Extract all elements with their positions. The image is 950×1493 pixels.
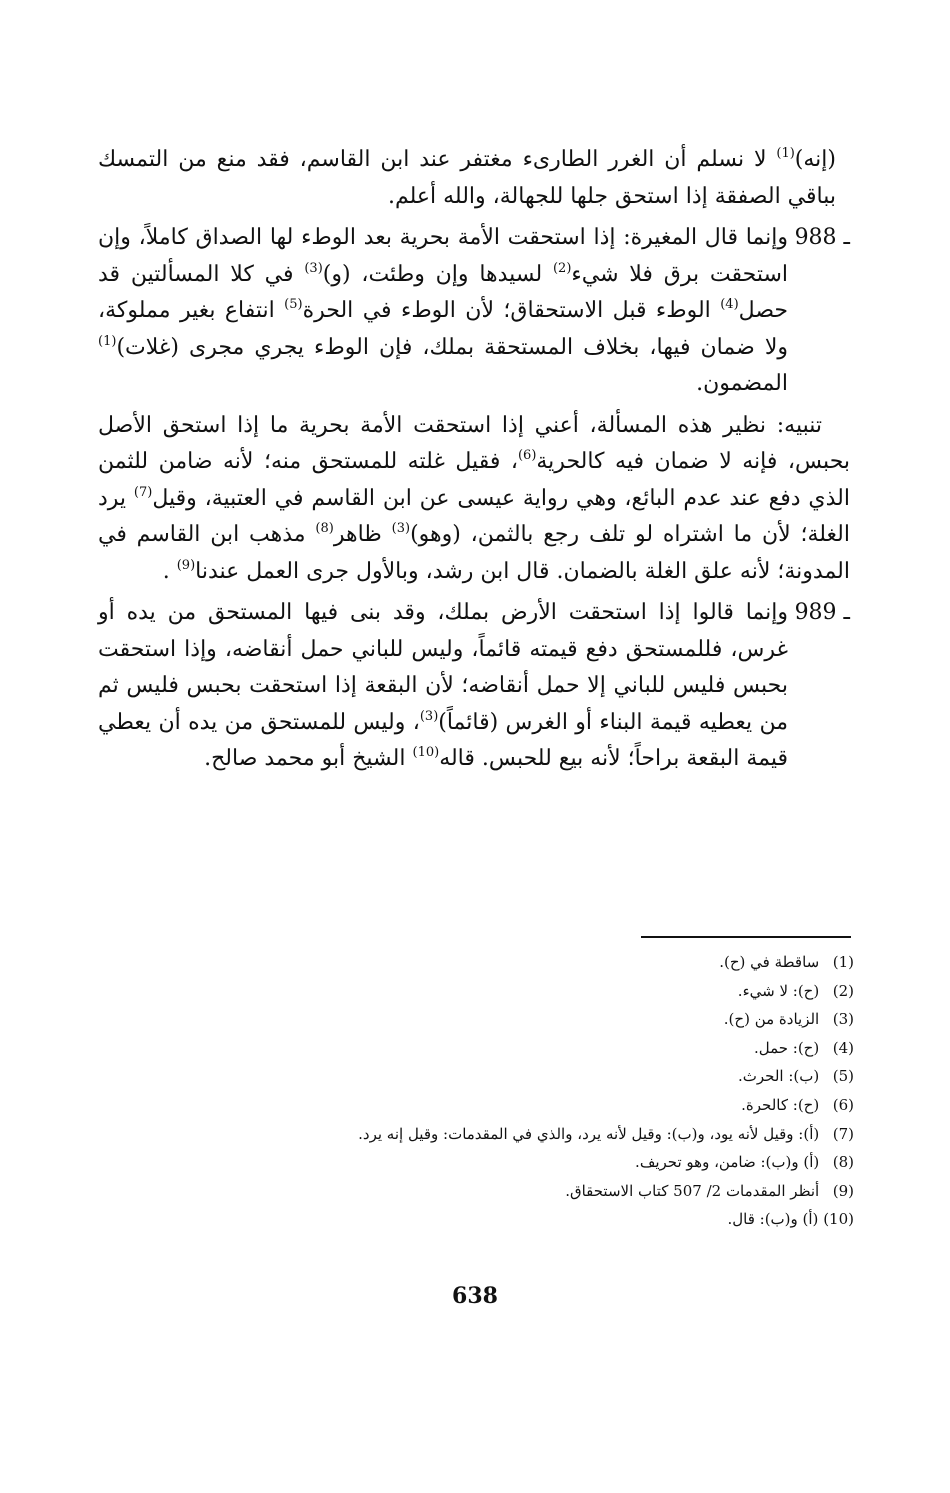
footnote-text: (أ) و(ب): ضامن، وهو تحريف. bbox=[635, 1153, 824, 1172]
footnote-number: (3) bbox=[832, 1010, 854, 1029]
footnote-ref: (8) bbox=[315, 521, 334, 536]
text-run: مذهب ابن القاسم في المدونة؛ لأنه علق الغلة بالضمان. قال ابن رشد، وبالأول جرى العمل عندنا bbox=[98, 522, 850, 584]
footnote-ref: (3) bbox=[419, 708, 439, 724]
footnote-item bbox=[174, 948, 854, 977]
paragraph-text bbox=[98, 600, 788, 771]
footnote-item bbox=[174, 1091, 854, 1120]
text-run: (إنه) bbox=[794, 147, 836, 172]
paragraph-number: 989 ـ bbox=[794, 600, 850, 625]
footnote-ref: (6) bbox=[517, 448, 537, 463]
footnote-text: (ب): الحرث. bbox=[737, 1067, 824, 1086]
text-run: لا نسلم أن الغرر الطارىء مغتفر عند ابن القاسم، فقد منع من التمسك بباقي الصفقة إذا استحق جلها للجهالة، والله أعلم. bbox=[98, 147, 836, 209]
text-run: وإنما قال المغيرة: إذا استحقت الأمة بحرية بعد الوطء لها الصداق كاملاً، وإن استحقت برق فلا شيء bbox=[98, 225, 789, 287]
footnote-ref: (9) bbox=[176, 557, 196, 573]
page-number: 638 bbox=[452, 1283, 498, 1309]
footnote-ref: (10) bbox=[412, 745, 440, 760]
footnote-item bbox=[174, 977, 854, 1006]
paragraph-text bbox=[98, 225, 788, 396]
paragraph-number: 988 ـ bbox=[794, 225, 850, 250]
footnote-number: (9) bbox=[832, 1181, 854, 1200]
text-run: ، فقيل غلته للمستحق منه؛ لأنه ضامن للثمن الذي دفع عند عدم البائع، وهي رواية عيسى عن ابن القاسم في العتبية، وقيل bbox=[98, 449, 850, 511]
footnote-ref: (3) bbox=[391, 521, 411, 536]
footnote-ref: (7) bbox=[133, 484, 153, 500]
footnote-item bbox=[174, 1148, 854, 1177]
footnote-text: الزيادة من (ح). bbox=[723, 1010, 824, 1029]
footnote-text: أنظر المقدمات 2/ 507 كتاب الاستحقاق. bbox=[565, 1181, 824, 1200]
footnote-text: (أ) و(ب): قال. bbox=[727, 1210, 824, 1229]
footnote-ref: (1) bbox=[776, 146, 795, 161]
footnote-ref: (5) bbox=[284, 297, 303, 312]
text-run: في كلا المسألتين قد حصل bbox=[98, 261, 788, 323]
footnote-text: (ح): لا شيء. bbox=[737, 981, 824, 1000]
footnote-item bbox=[174, 1205, 854, 1234]
footnote-item bbox=[174, 1062, 854, 1091]
text-run: انتفاع بغير مملوكة، ولا ضمان فيها، بخلاف المستحقة بملك، فإن الوطء يجري مجرى (غلات) bbox=[98, 298, 788, 360]
footnote-ref: (1) bbox=[98, 333, 117, 349]
text-run: الوطء قبل الاستحقاق؛ لأن الوطء في الحرة bbox=[302, 298, 721, 323]
footnote-text: (أ): وقيل لأنه يود، و(ب): وقيل لأنه يرد، والذي في المقدمات: وقيل إنه يرد. bbox=[358, 1124, 824, 1143]
text-run: ظاهر bbox=[333, 522, 392, 547]
footnote-text: (ح): حمل. bbox=[753, 1038, 824, 1057]
footnote-item bbox=[174, 1177, 854, 1206]
text-run: تنبيه: نظير هذه المسألة، أعني إذا استحقت الأمة بحرية ما إذا استحق الأصل بحبس، فإنه لا ضمان فيه كالحرية bbox=[98, 412, 851, 474]
footnote-number: (4) bbox=[832, 1038, 854, 1057]
footnote-number: (5) bbox=[832, 1067, 854, 1086]
paragraph-988 bbox=[98, 220, 850, 403]
footnote-ref: (3) bbox=[304, 260, 323, 276]
footnotes bbox=[174, 948, 854, 1234]
footnote-ref: (4) bbox=[720, 297, 739, 312]
footnote-number: (6) bbox=[832, 1095, 854, 1114]
text-run: وإنما قالوا إذا استحقت الأرض بملك، وقد بنى فيها المستحق من يده أو غرس، فللمستحق دفع قيمته قائماً، وليس للباني حمل أنقاضه، وإذا استحقت بحبس فليس للباني إلا حمل أنقاضه؛ لأن البقعة إذا استحقت بحبس فليس ثم من يعطيه قيمة البناء أو الغرس (قائماً) bbox=[98, 600, 788, 735]
footnote-number: (2) bbox=[832, 981, 854, 1000]
paragraph-note bbox=[98, 408, 850, 591]
footnote-divider bbox=[641, 936, 851, 938]
footnote-item bbox=[174, 1120, 854, 1149]
footnote-number: (8) bbox=[832, 1153, 854, 1172]
footnote-item bbox=[174, 1034, 854, 1063]
footnote-text: (ح): كالحرة. bbox=[741, 1095, 824, 1114]
footnote-number: (1) bbox=[832, 953, 854, 971]
footnote-number: (10) bbox=[823, 1210, 854, 1229]
text-run: لسيدها وإن وطئت، (و) bbox=[322, 261, 553, 287]
footnote-number: (7) bbox=[832, 1124, 854, 1143]
footnote-item bbox=[174, 1005, 854, 1034]
paragraph-989 bbox=[98, 595, 850, 778]
footnote-ref: (2) bbox=[552, 260, 572, 276]
text-run: يرد الغلة؛ لأن ما اشتراه لو تلف رجع بالثمن، (وهو) bbox=[98, 485, 850, 547]
text-run: ، وليس للمستحق من يده أن يعطي قيمة البقعة براحاً؛ لأنه بيع للحبس. قاله bbox=[98, 709, 788, 771]
text-run: . bbox=[162, 558, 177, 584]
main-text bbox=[98, 142, 850, 778]
paragraph-intro bbox=[98, 142, 850, 215]
footnote-text: ساقطة في (ح). bbox=[719, 953, 824, 971]
text-run: المضمون. bbox=[696, 371, 788, 396]
text-run: الشيخ أبو محمد صالح. bbox=[204, 746, 413, 771]
